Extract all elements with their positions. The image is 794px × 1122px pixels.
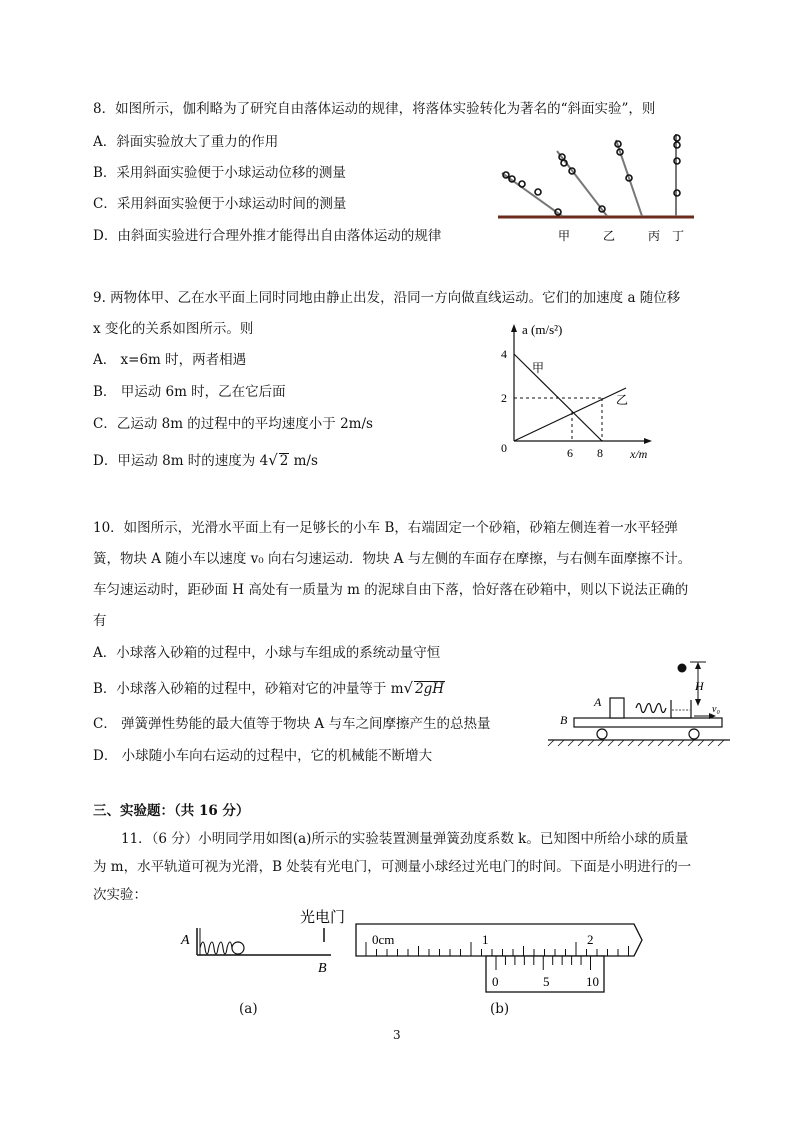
q10-option-a: A．小球落入砂箱的过程中，小球与车组成的系统动量守恒 <box>93 645 441 661</box>
q8-inclined-plane-figure <box>492 128 702 248</box>
q8-option-d: D．由斜面实验进行合理外推才能得出自由落体运动的规律 <box>93 228 442 244</box>
q9-option-c: C．乙运动 8m 的过程中的平均速度小于 2m/s <box>93 416 373 432</box>
q9-graph-label-jia: 甲 <box>532 361 545 375</box>
q11-line1: 11．（6 分）小明同学用如图(a)所示的实验装置测量弹簧劲度系数 k。已知图中所给小球的质量 <box>121 831 689 847</box>
q9-graph-ylabel: a (m/s²) <box>522 322 563 337</box>
q9-graph-label-yi: 乙 <box>616 393 629 407</box>
q8-stem: 8．如图所示，伽利略为了研究自由落体运动的规律，将落体实验转化为著名的“斜面实验”，则 <box>93 101 656 117</box>
q9-acceleration-graph <box>496 318 666 468</box>
q10-option-b-prefix: B．小球落入砂箱的过程中，砂箱对它的冲量等于 m <box>93 681 404 697</box>
q11-main-label-0cm: 0cm <box>372 932 395 947</box>
q11-caption-a: (a) <box>239 1001 258 1017</box>
q10-stem-line4: 有 <box>93 613 107 629</box>
q9-option-d-unit: m/s <box>289 453 318 469</box>
q10-option-c: C． 弹簧弹性势能的最大值等于物块 A 与车之间摩擦产生的总热量 <box>93 716 491 732</box>
q11-fig-a-gate: 光电门 <box>300 910 346 926</box>
q9-option-a: A． x=6m 时，两者相遇 <box>93 352 247 368</box>
q9-stem-line1: 9. 两物体甲、乙在水平面上同时同地由静止出发，沿同一方向做直线运动。它们的加速度 a 随位移 <box>93 290 681 306</box>
q11-fig-a-label-a: A <box>181 933 190 948</box>
q9-graph-ytick-2: 2 <box>501 391 507 405</box>
q10-cart-figure <box>544 656 734 750</box>
q10-stem-line3: 车匀速运动时，距砂面 H 高处有一质量为 m 的泥球自由下落，恰好落在砂箱中，则以下说法正确的 <box>93 582 689 598</box>
q9-option-d <box>93 450 318 471</box>
q8-option-c: C．采用斜面实验便于小球运动时间的测量 <box>93 196 347 212</box>
q10-stem-line1: 10．如图所示，光滑水平面上有一足够长的小车 B，右端固定一个砂箱，砂箱左侧连着一水平轻弹 <box>93 520 678 536</box>
q11-line2: 为 m，水平轨道可视为光滑，B 处装有光电门，可测量小球经过光电门的时间。下面是小明进行的一 <box>93 859 692 875</box>
q10-label-a: A <box>594 695 602 709</box>
q9-stem-line2: x 变化的关系如图所示。则 <box>93 321 254 337</box>
sqrt-icon: √ <box>268 451 278 469</box>
q11-main-label-1: 1 <box>482 932 489 947</box>
q8-option-a: A．斜面实验放大了重力的作用 <box>93 134 279 150</box>
sqrt-icon: √ <box>403 679 414 697</box>
q9-option-d-radicand: 2 <box>279 453 289 469</box>
q11-vernier-label-0: 0 <box>492 974 499 989</box>
q10-label-b: B <box>560 713 568 727</box>
q11-vernier-label-5: 5 <box>543 974 550 989</box>
q10-label-v0: v₀ <box>712 704 720 715</box>
q9-graph-xlabel: x/m <box>630 447 648 461</box>
q9-graph-xtick-8: 8 <box>597 446 603 460</box>
q11-figure-a <box>176 900 376 980</box>
page-number: 3 <box>393 1028 401 1042</box>
q8-label-bing: 丙 <box>648 229 661 243</box>
q10-label-h: H <box>695 679 704 693</box>
q9-graph-origin: 0 <box>501 441 507 455</box>
q10-option-b <box>93 678 445 699</box>
q11-caption-b: (b) <box>490 1001 510 1017</box>
q11-figure-b <box>352 922 644 994</box>
q10-stem-line2: 簧，物块 A 随小车以速度 v₀ 向右匀速运动．物块 A 与左侧的车面存在摩擦，与右侧车面摩擦不计。 <box>93 551 692 567</box>
q9-option-b: B． 甲运动 6m 时，乙在它后面 <box>93 384 286 400</box>
q11-line3: 次实验： <box>93 887 147 903</box>
section3-title: 三、实验题：（共 16 分） <box>93 803 250 819</box>
q8-label-jia: 甲 <box>558 229 571 243</box>
q9-graph-xtick-6: 6 <box>567 446 573 460</box>
q11-main-label-2: 2 <box>587 932 594 947</box>
q10-option-d: D． 小球随小车向右运动的过程中，它的机械能不断增大 <box>93 748 433 764</box>
q10-option-b-radicand: 2gH <box>415 681 445 697</box>
q9-graph-ytick-4: 4 <box>501 347 507 361</box>
q8-label-yi: 乙 <box>603 229 616 243</box>
q11-fig-a-label-b: B <box>318 961 327 976</box>
q8-option-b: B．采用斜面实验便于小球运动位移的测量 <box>93 165 346 181</box>
q8-label-ding: 丁 <box>672 229 685 243</box>
q11-vernier-label-10: 10 <box>586 974 599 989</box>
q9-option-d-prefix: D．甲运动 8m 时的速度为 4 <box>93 453 269 469</box>
